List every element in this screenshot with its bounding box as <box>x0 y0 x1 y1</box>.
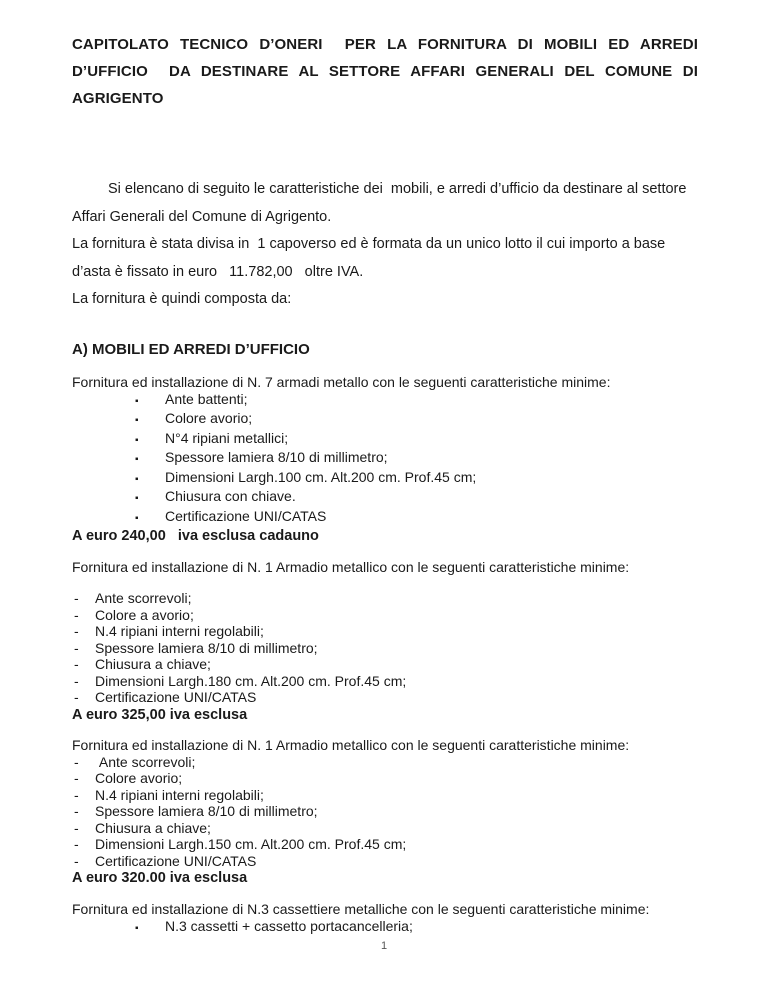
supply-block-intro: Fornitura ed installazione di N. 7 armadi metallo con le seguenti caratteristiche minime: <box>72 373 611 390</box>
feature-text: Chiusura a chiave; <box>95 656 211 672</box>
supply-block-armadi-metallo <box>72 373 698 546</box>
feature-text: Ante scorrevoli; <box>95 753 196 770</box>
feature-item <box>72 488 698 508</box>
feature-item <box>72 449 698 469</box>
feature-item <box>72 640 698 657</box>
feature-text: Ante scorrevoli; <box>95 590 192 606</box>
feature-item <box>72 673 698 690</box>
document-title: CAPITOLATO TECNICO D’ONERI PER LA FORNITURA DI MOBILI ED ARREDI D’UFFICIO DA DESTINARE AL SETTORE AFFARI GENERALI DEL COMUNE DI AGRIGENTO <box>72 36 703 107</box>
feature-text: N.4 ripiani interni regolabili; <box>95 786 264 803</box>
feature-item <box>72 410 698 430</box>
feature-text: Colore avorio; <box>95 770 183 786</box>
dash-bullet-icon: - <box>74 786 79 803</box>
square-bullet-icon: ▪ <box>135 493 139 504</box>
feature-list <box>72 391 698 528</box>
feature-item <box>72 607 698 624</box>
square-bullet-icon: ▪ <box>135 473 139 485</box>
feature-item <box>72 820 698 837</box>
square-bullet-icon: ▪ <box>135 923 139 934</box>
dash-bullet-icon: - <box>74 639 79 656</box>
feature-item <box>72 430 698 450</box>
page-number: 1 <box>380 940 388 952</box>
intro-paragraph: La fornitura è quindi composta da: <box>72 291 292 307</box>
price-line: A euro 240,00 iva esclusa cadauno <box>72 528 319 544</box>
feature-text: Colore a avorio; <box>95 606 194 623</box>
feature-text: Dimensioni Largh.180 cm. Alt.200 cm. Prof.45 cm; <box>95 672 407 689</box>
feature-list <box>72 590 698 706</box>
square-bullet-icon: ▪ <box>135 415 139 426</box>
square-bullet-icon: ▪ <box>135 395 139 407</box>
dash-bullet-icon: - <box>74 852 79 869</box>
feature-text: Certificazione UNI/CATAS <box>95 689 257 705</box>
price-line: A euro 325,00 iva esclusa <box>72 706 248 723</box>
feature-item <box>72 770 698 787</box>
feature-text: N°4 ripiani metallici; <box>165 429 289 446</box>
intro-section <box>72 176 698 314</box>
feature-item <box>72 508 698 528</box>
feature-item <box>72 391 698 411</box>
price-line: A euro 320.00 iva esclusa <box>72 870 248 886</box>
feature-item <box>72 754 698 771</box>
dash-bullet-icon: - <box>74 836 79 852</box>
dash-bullet-icon: - <box>74 819 79 836</box>
feature-item <box>72 803 698 820</box>
feature-text: Spessore lamiera 8/10 di millimetro; <box>165 449 388 465</box>
supply-block-intro: Fornitura ed installazione di N. 1 Armadio metallico con le seguenti caratteristiche minime: <box>72 559 630 575</box>
dash-bullet-icon: - <box>74 623 79 639</box>
dash-bullet-icon: - <box>74 770 79 786</box>
feature-item <box>72 787 698 804</box>
dash-bullet-icon: - <box>74 590 79 606</box>
feature-text: Ante battenti; <box>165 390 248 407</box>
square-bullet-icon: ▪ <box>135 454 139 465</box>
feature-text: Colore avorio; <box>165 410 253 426</box>
dash-bullet-icon: - <box>74 803 79 819</box>
feature-text: Spessore lamiera 8/10 di millimetro; <box>95 803 318 819</box>
intro-paragraph: La fornitura è stata divisa in 1 capoverso ed è formata da un unico lotto il cui importo a base d’asta è fissato in euro 11.782,00 oltre IVA. <box>72 236 670 280</box>
feature-text: N.4 ripiani interni regolabili; <box>95 623 264 639</box>
dash-bullet-icon: - <box>74 606 79 623</box>
feature-text: Spessore lamiera 8/10 di millimetro; <box>95 639 318 656</box>
feature-item <box>72 590 698 607</box>
feature-text: N.3 cassetti + cassetto portacancelleria; <box>165 918 413 934</box>
feature-item <box>72 836 698 853</box>
feature-text: Certificazione UNI/CATAS <box>165 507 327 524</box>
dash-bullet-icon: - <box>74 689 79 705</box>
square-bullet-icon: ▪ <box>135 512 139 524</box>
supply-block-armadio-180 <box>72 558 698 724</box>
feature-item <box>72 689 698 706</box>
feature-text: Chiusura con chiave. <box>165 488 296 504</box>
supply-block-intro: Fornitura ed installazione di N. 1 Armadio metallico con le seguenti caratteristiche minime: <box>72 736 630 753</box>
dash-bullet-icon: - <box>74 753 79 770</box>
feature-item <box>72 853 698 870</box>
supply-block-armadio-150 <box>72 736 698 888</box>
feature-text: Certificazione UNI/CATAS <box>95 852 257 869</box>
supply-block-intro: Fornitura ed installazione di N.3 cassettiere metalliche con le seguenti caratteristiche minime: <box>72 901 650 917</box>
feature-item <box>72 469 698 489</box>
feature-text: Dimensioni Largh.100 cm. Alt.200 cm. Prof.45 cm; <box>165 468 477 485</box>
supply-block-cassettiere <box>72 900 698 938</box>
feature-list <box>72 754 698 870</box>
feature-item <box>72 623 698 640</box>
feature-item <box>72 656 698 673</box>
section-heading: A) MOBILI ED ARREDI D’UFFICIO <box>72 340 310 358</box>
square-bullet-icon: ▪ <box>135 434 139 446</box>
feature-list <box>72 918 698 938</box>
dash-bullet-icon: - <box>74 672 79 689</box>
intro-paragraph: Si elencano di seguito le caratteristiche dei mobili, e arredi d’ufficio da destinare al settore Affari Generali del Comune di Agrigento. <box>72 181 690 225</box>
feature-text: Dimensioni Largh.150 cm. Alt.200 cm. Prof.45 cm; <box>95 836 407 852</box>
feature-item <box>72 918 698 938</box>
dash-bullet-icon: - <box>74 656 79 672</box>
feature-text: Chiusura a chiave; <box>95 819 211 836</box>
